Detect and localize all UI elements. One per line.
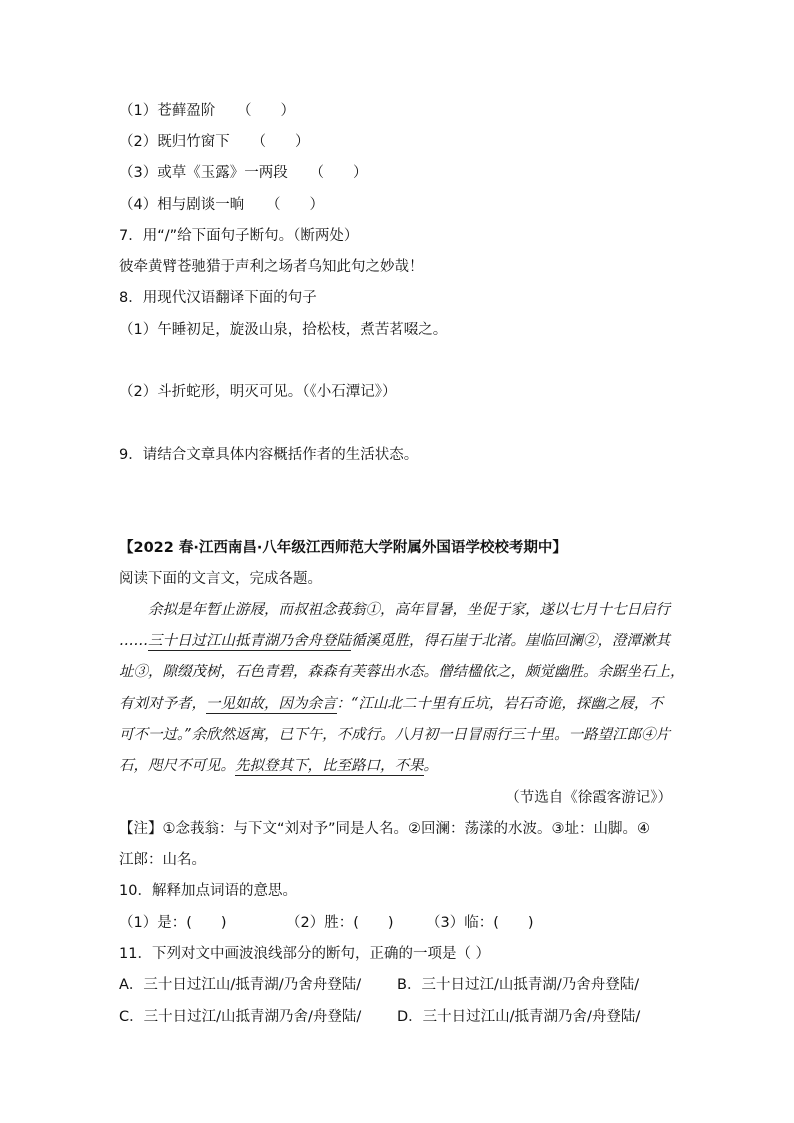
q7-sentence: 彼牵黄臂苍驰猎于声利之场者乌知此句之妙哉！ — [119, 259, 424, 275]
q7-prompt: 7．用“/”给下面句子断句。（断两处） — [119, 228, 359, 244]
note-line-2: 江郎：山名。 — [119, 852, 206, 868]
q8-item-2: （2）斗折蛇形，明灭可见。（《小石潭记》） — [119, 384, 397, 400]
passage-line-6 — [119, 756, 438, 776]
q10-item-3: （3）临：( ) — [426, 915, 534, 931]
section-instruction: 阅读下面的文言文，完成各题。 — [119, 571, 322, 587]
note-line-1: 【注】①念莪翁：与下文“刘对予”同是人名。②回澜：荡漾的水波。③址：山脚。④ — [119, 821, 651, 837]
q6-item-2: （2）既归竹窗下 （ ） — [119, 134, 310, 150]
q10-prompt: 10．解释加点词语的意思。 — [119, 883, 297, 899]
passage-line-1: 余拟是年暂止游屐，而叔祖念莪翁①，高年冒暑，坐促于家，遂以七月十七日启行 — [148, 602, 670, 618]
passage-text: 有刘对予者， — [119, 696, 206, 712]
passage-text: 。 — [423, 758, 438, 774]
q11-prompt: 11．下列对文中画波浪线部分的断句，正确的一项是（ ） — [119, 946, 491, 962]
passage-line-2 — [119, 631, 670, 651]
q11-option-d: D．三十日过江山/抵青湖乃舍/舟登陆/ — [397, 1009, 641, 1025]
q6-item-4: （4）相与剧谈一晌 （ ） — [119, 197, 324, 213]
q9-prompt: 9．请结合文章具体内容概括作者的生活状态。 — [119, 447, 419, 463]
wavy-underlined-text: 三十日过江山抵青湖乃舍舟登陆 — [148, 633, 351, 649]
passage-text: 石，咫尺不可见。 — [119, 758, 235, 774]
passage-text: 循溪觅胜，得石崖于北渚。崖临回澜②，澄潭漱其 — [351, 633, 670, 649]
q10-item-1: （1）是：( ) — [119, 915, 227, 931]
passage-text: ：“江山北二十里有丘坑，岩石奇诡，探幽之屐，不 — [336, 696, 663, 712]
q11-option-b: B．三十日过江/山抵青湖/乃舍舟登陆/ — [397, 977, 640, 993]
q8-item-1: （1）午睡初足，旋汲山泉，拾松枝，煮苦茗啜之。 — [119, 322, 448, 338]
q10-item-2: （2）胜：( ) — [286, 915, 394, 931]
passage-text: …… — [119, 633, 148, 649]
q6-item-1: （1）苍藓盈阶 （ ） — [119, 103, 295, 119]
q8-prompt: 8．用现代汉语翻译下面的句子 — [119, 290, 317, 306]
underlined-text: 先拟登其下，比至路口，不果 — [235, 758, 424, 774]
q11-option-a: A．三十日过江山/抵青湖/乃舍舟登陆/ — [119, 977, 362, 993]
passage-line-4 — [119, 694, 663, 714]
passage-source: （节选自《徐霞客游记》） — [505, 790, 672, 806]
passage-line-5: 可不一过。”余欣然返寓，已下午，不成行。八月初一日冒雨行三十里。一路望江郎④片 — [119, 727, 671, 743]
section-header: 【2022 春·江西南昌·八年级江西师范大学附属外国语学校校考期中】 — [119, 540, 567, 556]
q6-item-3: （3）或草《玉露》一两段 （ ） — [119, 165, 368, 181]
q11-option-c: C．三十日过江/山抵青湖乃舍/舟登陆/ — [119, 1009, 362, 1025]
passage-line-3: 址③，隙缀茂树，石色青碧，森森有芙蓉出水态。僧结楹依之，颇觉幽胜。余踞坐石上， — [119, 664, 685, 680]
underlined-text: 一见如故，因为余言 — [206, 696, 337, 712]
